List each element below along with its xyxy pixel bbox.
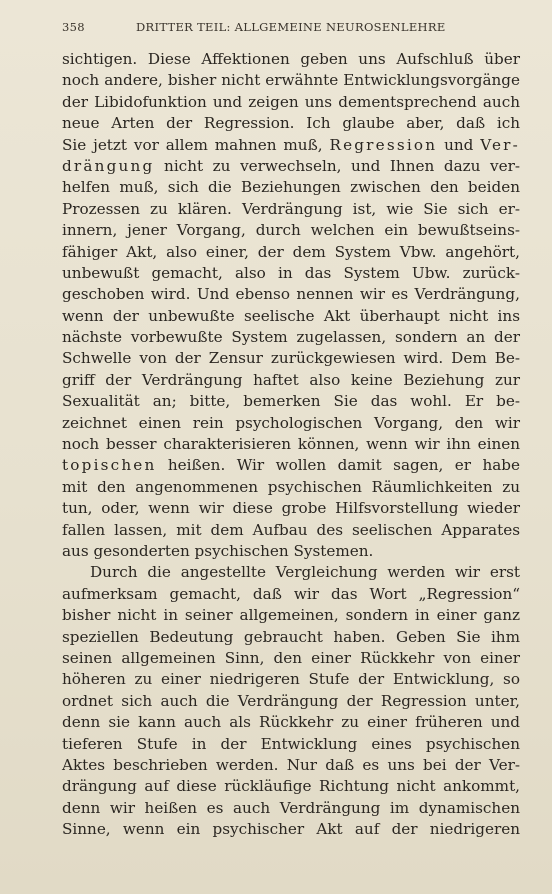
text-line: neue Arten der Regression. Ich glaube aber, daß ich (62, 114, 520, 133)
text-line: bisher nicht in seiner allgemeinen, sondern in einer ganz (62, 606, 520, 625)
body-text (62, 49, 520, 840)
spaced-emphasis: drängung (62, 156, 155, 175)
text-line: höheren zu einer niedrigeren Stufe der Entwicklung, so (62, 670, 520, 689)
text-line: speziellen Bedeutung gebraucht haben. Geben Sie ihm (62, 627, 520, 646)
text-line: mit den angenommenen psychischen Räumlichkeiten zu (62, 477, 520, 496)
running-head (62, 20, 522, 40)
text-line: helfen muß, sich die Beziehungen zwischen den beiden (62, 178, 520, 197)
text-line: unbewußt gemacht, also in das System Ubw. zurück- (62, 263, 520, 282)
spaced-emphasis: Regression (329, 135, 438, 154)
text-line: denn sie kann auch als Rückkehr zu einer früheren und (62, 713, 520, 732)
text-line: fähiger Akt, also einer, der dem System Vbw. angehört, (62, 242, 520, 261)
text-line: griff der Verdrängung haftet also keine Beziehung zur (62, 370, 520, 389)
running-title: DRITTER TEIL: ALLGEMEINE NEUROSENLEHRE (136, 20, 446, 34)
text-line: nächste vorbewußte System zugelassen, sondern an der (62, 328, 520, 347)
paragraph-end-line: aus gesonderten psychischen Systemen. (62, 541, 374, 560)
text-line: tieferen Stufe in der Entwicklung eines psychischen (62, 734, 520, 753)
text-line: topischen heißen. Wir wollen damit sagen, er habe (62, 456, 520, 475)
text-line: Sexualität an; bitte, bemerken Sie das wohl. Er be- (62, 392, 520, 411)
text-line: Sie jetzt vor allem mahnen muß, Regression und Ver- (62, 135, 520, 154)
text-line: innern, jener Vorgang, durch welchen ein bewußtseins- (62, 221, 520, 240)
text-line: denn wir heißen es auch Verdrängung im dynamischen (62, 798, 520, 817)
text-line: der Libidofunktion und zeigen uns dementsprechend auch (62, 92, 520, 111)
text-line: noch andere, bisher nicht erwähnte Entwicklungsvorgänge (62, 71, 520, 90)
text-line: wenn der unbewußte seelische Akt überhaupt nicht ins (62, 306, 520, 325)
text-line: aufmerksam gemacht, daß wir das Wort „Regression“ (62, 584, 520, 603)
paragraph-start-line: Durch die angestellte Vergleichung werden wir erst (90, 563, 520, 582)
spaced-emphasis: Ver- (480, 135, 520, 154)
text-line: Sinne, wenn ein psychischer Akt auf der niedrigeren (62, 820, 520, 839)
text-line: Aktes beschrieben werden. Nur daß es uns bei der Ver- (62, 755, 520, 774)
text-line: seinen allgemeinen Sinn, den einer Rückkehr von einer (62, 648, 520, 667)
page-number: 358 (62, 20, 85, 34)
text-line: drängung nicht zu verwechseln, und Ihnen dazu ver- (62, 156, 520, 175)
text-line: tun, oder, wenn wir diese grobe Hilfsvorstellung wieder (62, 499, 520, 518)
text-line: zeichnet einen rein psychologischen Vorgang, den wir (62, 413, 520, 432)
text-line: Schwelle von der Zensur zurückgewiesen wird. Dem Be- (62, 349, 520, 368)
text-line: sichtigen. Diese Affektionen geben uns Aufschluß über (62, 50, 520, 68)
text-line: drängung auf diese rückläufige Richtung nicht ankommt, (62, 777, 520, 796)
spaced-emphasis: topischen (62, 456, 157, 475)
text-line: geschoben wird. Und ebenso nennen wir es Verdrängung, (62, 285, 520, 304)
text-line: ordnet sich auch die Verdrängung der Regression unter, (62, 691, 520, 710)
text-line: Prozessen zu klären. Verdrängung ist, wie Sie sich er- (62, 199, 520, 218)
text-line: noch besser charakterisieren können, wenn wir ihn einen (62, 435, 520, 454)
text-line: fallen lassen, mit dem Aufbau des seelischen Apparates (62, 520, 520, 539)
